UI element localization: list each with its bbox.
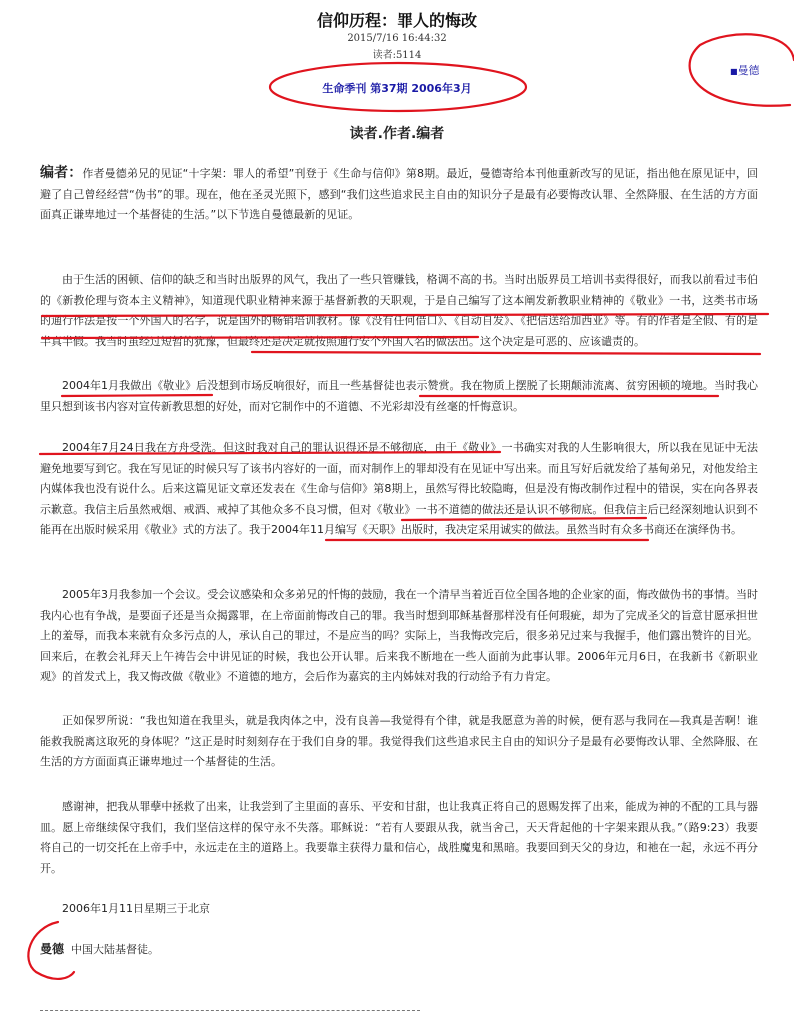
body-paragraph: 感谢神，把我从罪孽中拯救了出来，让我尝到了主里面的喜乐、平安和甘甜，也让我真正将自己的恩赐发挥了出来，能成为神的不配的工具与器皿。愿上帝继续保守我们，我们坚信这样的保守永不失落。耶稣说：“若有人要跟从我，就当舍己，天天背起他的十字架来跟从我。”（路9:23）我要将自己的一切交托在上帝手中，永远走在主的道路上。我要靠主获得力量和信心，战胜魔鬼和黑暗。我要回到天父的身边，和祂在一起，永远不再分开。 bbox=[40, 800, 758, 875]
author-link-label: 曼德 bbox=[737, 64, 760, 77]
body-paragraph: 正如保罗所说：“我也知道在我里头，就是我肉体之中，没有良善—我觉得有个律，就是我愿意为善的时候，便有恶与我同在—我真是苦啊！谁能救我脱离这取死的身体呢？”这正是时时刻刻存在于我们自身的罪。我觉得我们这些追求民主自由的知识分子是最有必要悔改认罪、全然降服、在生活的方方面面真正谦卑地过一个基督徒的生活。 bbox=[40, 714, 758, 768]
body-paragraph: 2005年3月我参加一个会议。受会议感染和众多弟兄的忏悔的鼓励，我在一个清早当着近百位全国各地的企业家的面，悔改做伪书的事情。当时我内心也有争战，是要面子还是当众揭露罪，在上帝面前悔改自己的罪。我当时想到耶稣基督那样没有任何瑕疵，却为了完成圣父的旨意甘愿承担世上的羞辱，而我本来就有众多污点的人，承认自己的罪过，不是应当的吗？实际上，当我悔改完后，很多弟兄过来与我握手，他们露出赞许的目光。回来后，在教会礼拜天上午祷告会中讲见证的时候，我也公开认罪。后来我不断地在一些人面前为此事认罪。2006年元月6日，在我新书《新职业观》的首发式上，我又悔改做《敬业》不道德的地方，会后作为嘉宾的主内姊妹对我的行动给予有力肯定。 bbox=[40, 588, 758, 683]
author-link[interactable] bbox=[730, 62, 760, 78]
body-paragraph: 2004年1月我做出《敬业》后没想到市场反响很好，而且一些基督徒也表示赞赏。我在物质上摆脱了长期颠沛流离、贫穷困顿的境地。当时我心里只想到该书内容对宣传新教思想的好处，而对它制作中的不道德、不光彩却没有丝毫的忏悔意识。 bbox=[40, 379, 758, 413]
body-paragraph: 2004年7月24日我在方舟受洗。但这时我对自己的罪认识得还是不够彻底，由于《敬业》一书确实对我的人生影响很大，所以我在见证中无法避免地要写到它。我在写见证的时候只写了该书内容好的一面，而对制作上的罪却没有在见证中写出来。而且写好后就发给了基甸弟兄，对他发给主内媒体我也没有说什么。后来这篇见证文章还发表在《生命与信仰》第8期上，虽然写得比较隐晦，但是没有悔改制作过程中的错误，实在向各界表示歉意。我信主后虽然戒烟、戒酒、戒掉了其他众多不良习惯，但对《敬业》一书不道德的做法还是认识不够彻底。但我信主后已经深刻地认识到不能再在出版时候采用《敬业》式的方法了。我于2004年11月编写《天职》出版时，我决定采用诚实的做法。虽然当时有众多书商还在演绎伪书。 bbox=[40, 441, 758, 536]
section-heading: 读者.作者.编者 bbox=[349, 126, 445, 142]
publish-datetime: 2015/7/16 16:44:32 bbox=[347, 33, 447, 44]
signature-name: 曼德 bbox=[40, 942, 65, 956]
signature bbox=[40, 940, 159, 957]
signature-note: 中国大陆基督徒。 bbox=[71, 943, 160, 956]
issue-link[interactable]: 生命季刊 第37期 2006年3月 bbox=[322, 82, 472, 95]
editor-note bbox=[40, 163, 758, 226]
editor-note-text: 作者曼德弟兄的见证“十字架：罪人的希望”刊登于《生命与信仰》第8期。最近，曼德寄给本刊他重新改写的见证，指出他在原见证中，回避了自己曾经经营“伪书”的罪。现在，他在圣灵光照下，感到“我们这些追求民主自由的知识分子是最有必要悔改认罪、全然降服、在生活的方方面面真正谦卑地过一个基督徒的生活。”以下节选自曼德最新的见证。 bbox=[40, 167, 758, 221]
reader-count: 读者:5114 bbox=[372, 50, 422, 61]
editor-note-label: 编者： bbox=[40, 165, 83, 181]
bullet-square-icon: ■ bbox=[730, 67, 738, 76]
date-line: 2006年1月11日星期三于北京 bbox=[62, 902, 210, 915]
underline-annotation bbox=[252, 352, 760, 354]
article-title: 信仰历程：罪人的悔改 bbox=[316, 11, 477, 30]
divider bbox=[40, 1010, 420, 1011]
body-paragraph: 由于生活的困顿、信仰的缺乏和当时出版界的风气，我出了一些只管赚钱，格调不高的书。当时出版界员工培训书卖得很好，而我以前看过韦伯的《新教伦理与资本主义精神》，知道现代职业精神来源于基督新教的天职观，于是自己编写了这本阐发新教职业精神的《敬业》一书，这类书市场的通行作法是按一个外国人的名字，说是国外的畅销培训教材。像《没有任何借口》、《自动自发》、《把信送给加西亚》等。有的作者是全假、有的是半真半假。我当时虽经过短暂的犹豫，但最终还是决定就按照通行安个外国人名的做法出。这个决定是可恶的、应该谴责的。 bbox=[40, 273, 758, 348]
